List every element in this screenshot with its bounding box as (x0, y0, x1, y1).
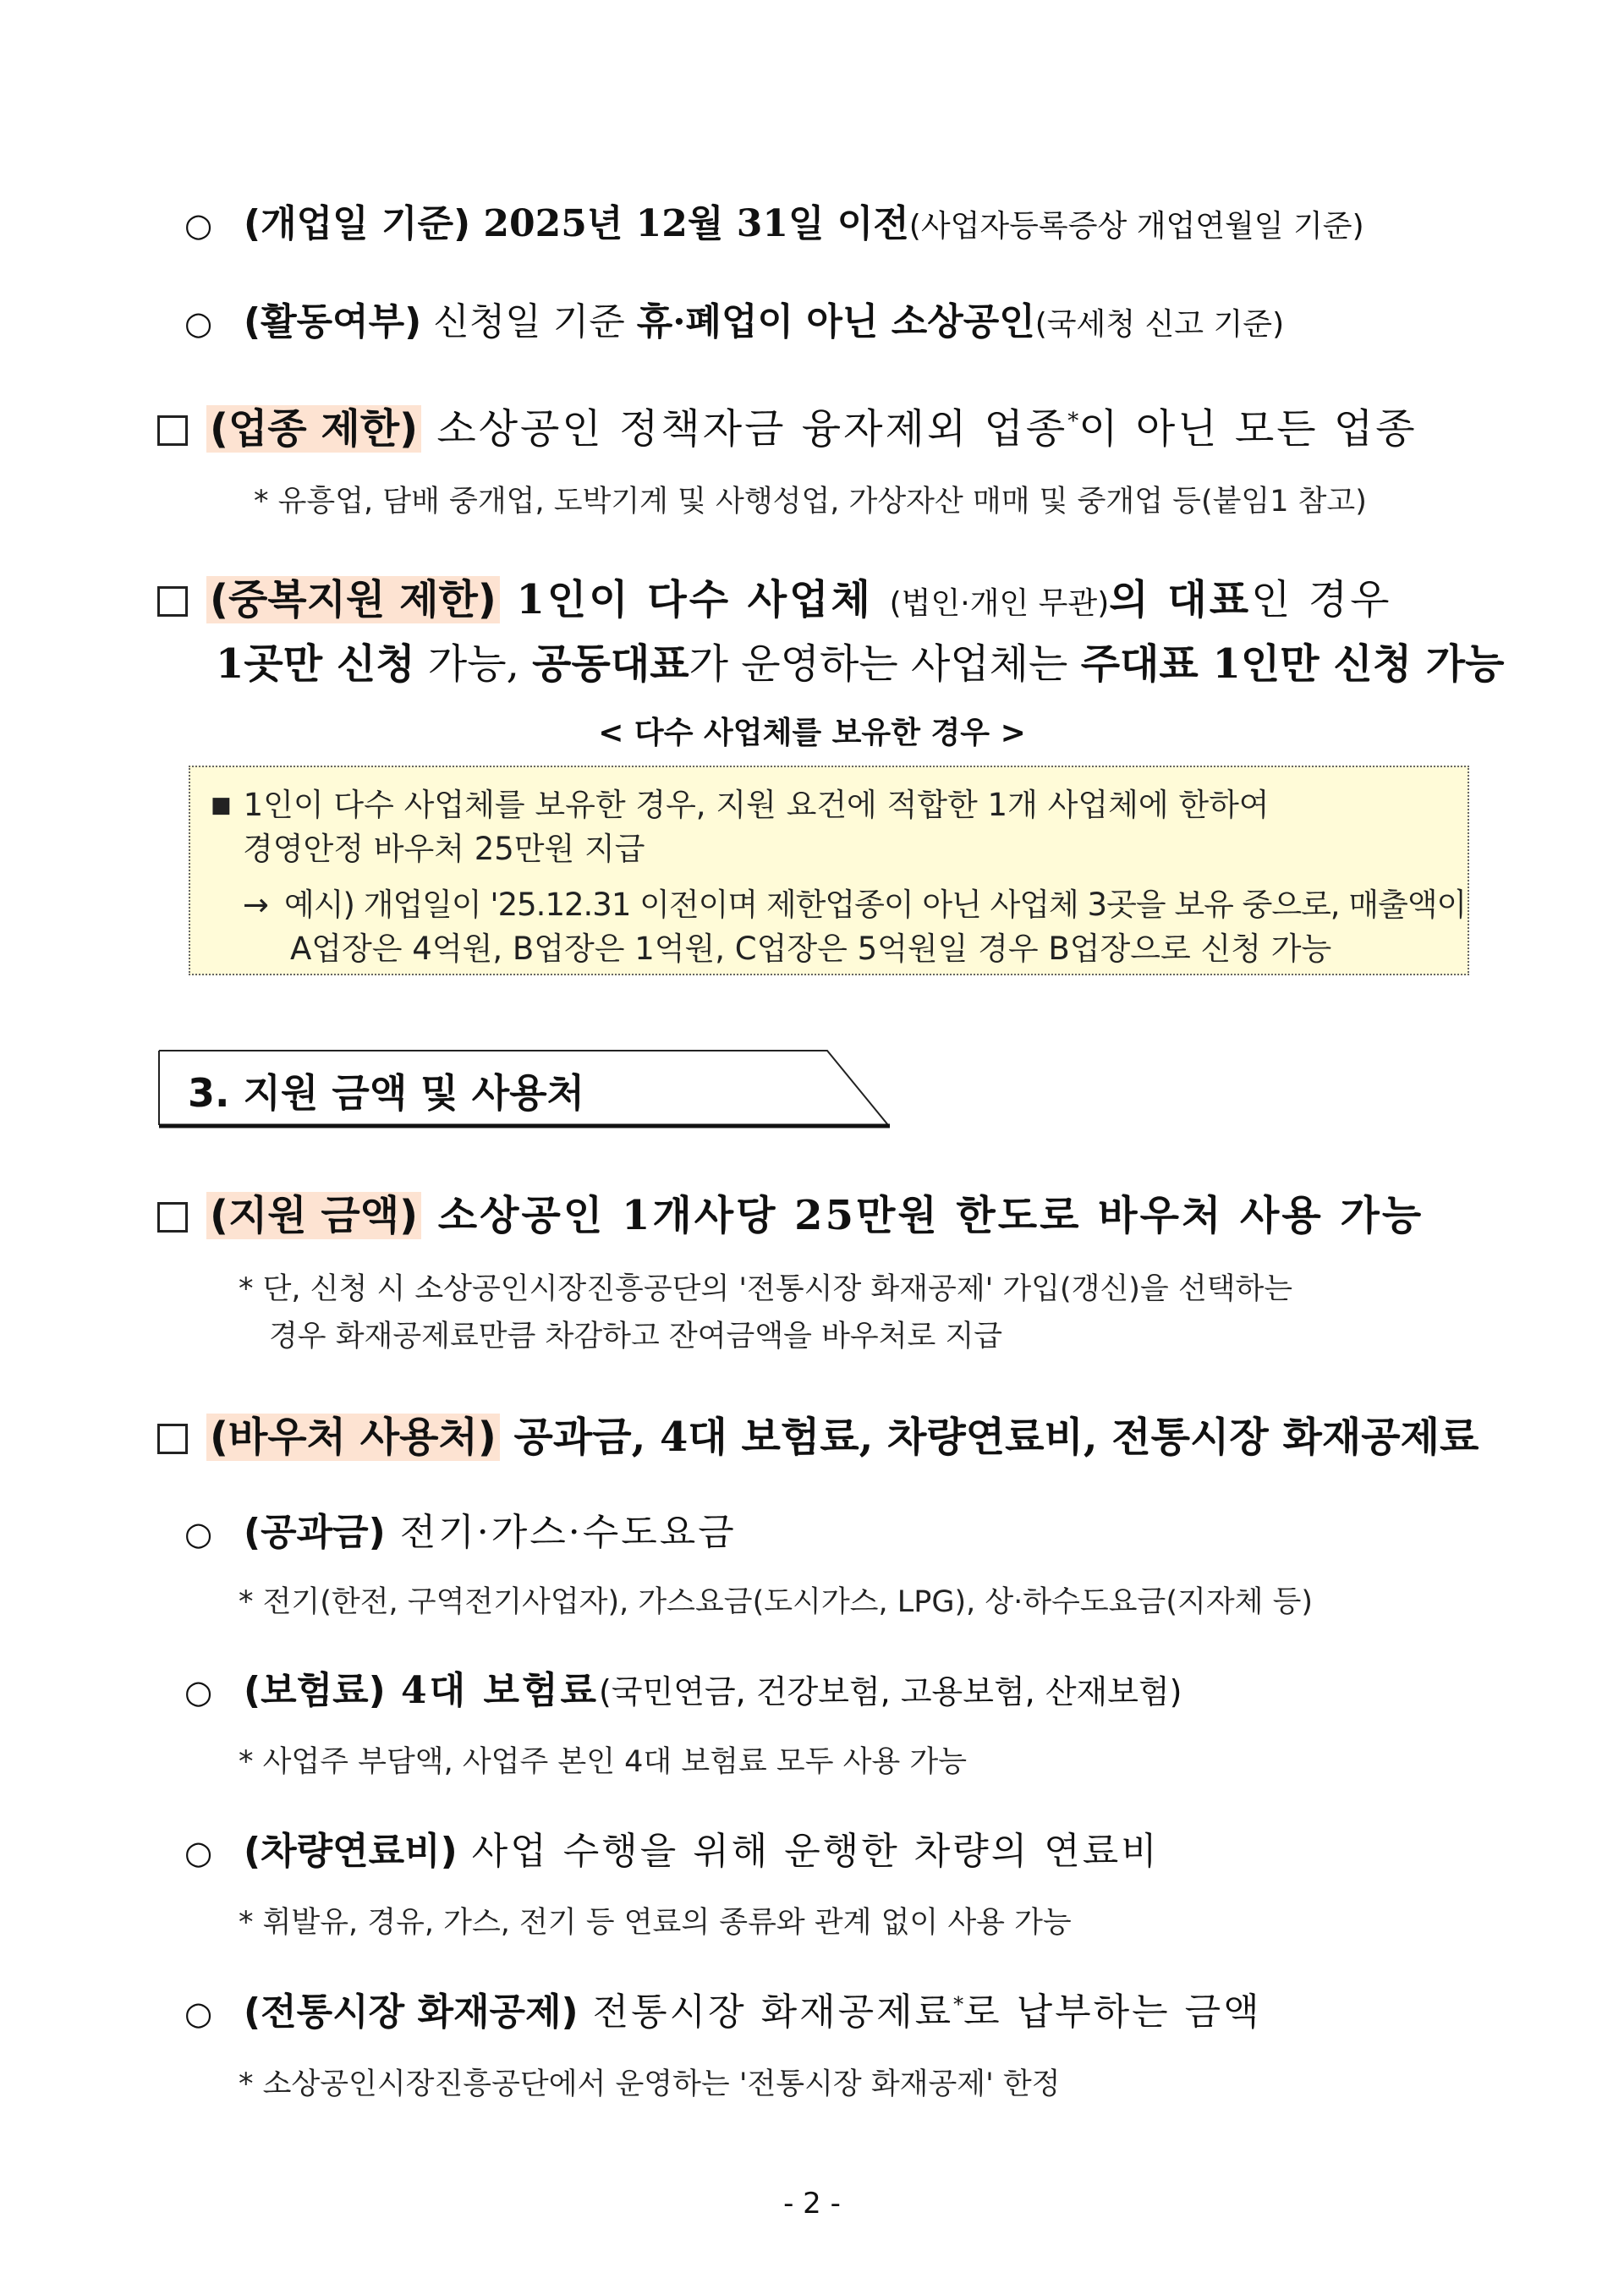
item-label: (중복지원 제한) (206, 576, 500, 623)
circle-bullet: ○ (184, 1995, 213, 2032)
amount-note-2: 경우 화재공제료만큼 차감하고 잔여금액을 바우처로 지급 (269, 1320, 1003, 1353)
page-number: - 2 - (783, 2187, 841, 2221)
item-fire (184, 1981, 1262, 2035)
item-activity (184, 291, 1284, 345)
item-label: (보험료) (244, 1669, 386, 1712)
example-line4: A업장은 4억원, B업장은 1억원, C업장은 5억원일 경우 B업장으로 신청 가능 (290, 931, 1332, 967)
item-utilities (184, 1502, 737, 1556)
square-bullet-icon: ■ (211, 793, 232, 818)
item-label: (공과금) (244, 1511, 386, 1554)
example-line1 (211, 779, 1270, 825)
circle-bullet: ○ (184, 1515, 213, 1552)
square-bullet (157, 1424, 188, 1454)
item-paren: (법인·개인 무관) (889, 586, 1110, 621)
example-line3 (243, 879, 1466, 925)
insurance-note: * 사업주 부담액, 사업주 본인 4대 보험료 모두 사용 가능 (239, 1745, 968, 1779)
item-main-tail: 로 납부하는 금액 (963, 1990, 1262, 2034)
section-header (157, 1049, 893, 1128)
text: 가능, (414, 640, 533, 688)
item-main: 전기·가스·수도요금 (385, 1511, 737, 1554)
item-label: (업종 제한) (206, 405, 421, 453)
item-label: (활동여부) (244, 300, 422, 343)
item-main: 사업 수행을 위해 운행한 차량의 연료비 (457, 1830, 1160, 1873)
asterisk-mark: * (1067, 409, 1079, 434)
item-label: (개업일 기준) (244, 202, 471, 245)
section-title: 3. 지원 금액 및 사용처 (188, 1070, 585, 1116)
item-open-date (184, 193, 1364, 247)
fire-note: * 소상공인시장진흥공단에서 운영하는 '전통시장 화재공제' 한정 (239, 2067, 1061, 2101)
item-amount (157, 1183, 1424, 1241)
item-label: (바우처 사용처) (206, 1414, 500, 1461)
example-caption: < 다수 사업체를 보유한 경우 > (598, 716, 1026, 750)
item-main: 전통시장 화재공제료 (578, 1990, 954, 2034)
item-main: 1인이 다수 사업체 (499, 576, 890, 623)
arrow-icon: → (243, 887, 270, 923)
item-duplicate (157, 567, 1391, 625)
item-label: (지원 금액) (206, 1192, 421, 1239)
item-fuel (184, 1820, 1160, 1875)
utilities-note: * 전기(한전, 구역전기사업자), 가스요금(도시가스, LPG), 상·하수도요금(지자체 등) (239, 1585, 1314, 1619)
item-main-tail: 인 경우 (1251, 576, 1392, 623)
item-main: 2025년 12월 31일 이전 (470, 202, 909, 245)
item-main: 소상공인 정책자금 융자제외 업종 (421, 405, 1068, 453)
text: 가 운영하는 사업체는 (689, 640, 1081, 688)
item-paren: (사업자등록증상 개업연월일 기준) (908, 209, 1364, 244)
item-main: 4대 보험료 (385, 1669, 600, 1712)
example-line2: 경영안정 바우처 25만원 지급 (243, 831, 645, 867)
item-main-tail: 이 아닌 모든 업종 (1078, 405, 1418, 453)
square-bullet (157, 1202, 188, 1233)
item-main: 신청일 기준 (421, 300, 637, 343)
example-box (189, 766, 1469, 975)
circle-bullet: ○ (184, 206, 213, 244)
item-main-bold: 휴·폐업이 아닌 소상공인 (636, 300, 1035, 343)
text-bold: 공동대표 (532, 640, 689, 688)
industry-note: * 유흥업, 담배 중개업, 도박기계 및 사행성업, 가상자산 매매 및 중개업 등(붙임1 참고) (254, 485, 1367, 519)
item-main: 공과금, 4대 보험료, 차량연료비, 전통시장 화재공제료 (499, 1414, 1479, 1461)
item-usage (157, 1404, 1479, 1463)
asterisk-mark: * (953, 1992, 964, 2017)
item-main: 소상공인 1개사당 25만원 한도로 바우처 사용 가능 (421, 1192, 1424, 1239)
item-industry (157, 396, 1418, 454)
square-bullet (157, 415, 188, 446)
example-text: 예시) 개업일이 '25.12.31 이전이며 제한업종이 아닌 사업체 3곳을 보유 중으로, 매출액이 (284, 887, 1467, 923)
text-bold: 주대표 1인만 신청 가능 (1080, 640, 1505, 688)
fuel-note: * 휘발유, 경유, 가스, 전기 등 연료의 종류와 관계 없이 사용 가능 (239, 1906, 1072, 1940)
example-text: 1인이 다수 사업체를 보유한 경우, 지원 요건에 적합한 1개 사업체에 한하여 (243, 787, 1270, 823)
item-label: (전통시장 화재공제) (244, 1990, 579, 2034)
item-paren: (국세청 신고 기준) (1034, 307, 1285, 342)
item-paren: (국민연금, 건강보험, 고용보험, 산재보험) (599, 1673, 1182, 1710)
circle-bullet: ○ (184, 305, 213, 342)
duplicate-line2 (216, 631, 1505, 689)
item-main-bold: 의 대표 (1109, 576, 1252, 623)
square-bullet (157, 586, 188, 617)
amount-note-1: * 단, 신청 시 소상공인시장진흥공단의 '전통시장 화재공제' 가입(갱신)을 선택하는 (239, 1272, 1293, 1306)
text-bold: 1곳만 신청 (216, 640, 415, 688)
circle-bullet: ○ (184, 1834, 213, 1871)
item-insurance (184, 1660, 1182, 1714)
item-label: (차량연료비) (244, 1830, 458, 1873)
circle-bullet: ○ (184, 1673, 213, 1710)
